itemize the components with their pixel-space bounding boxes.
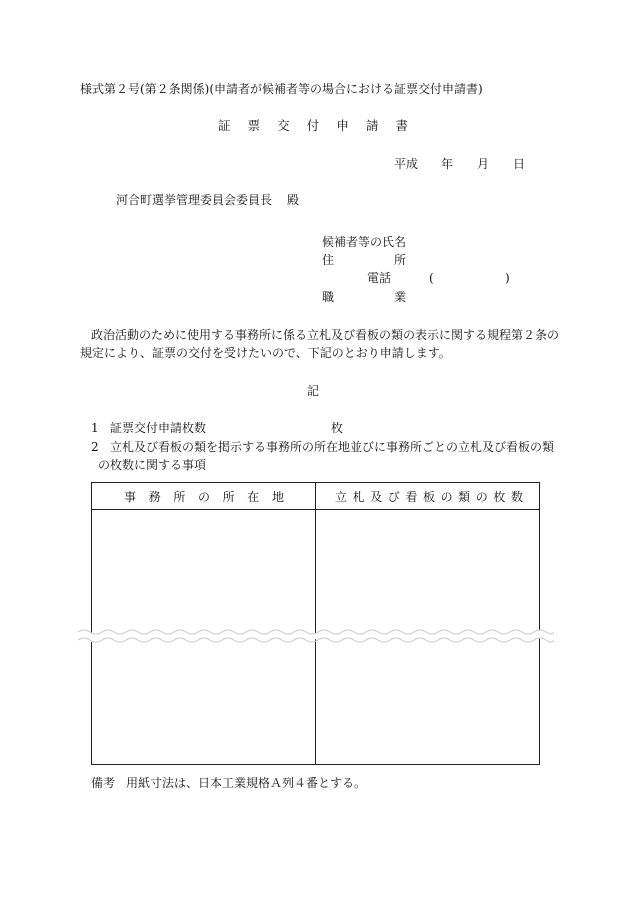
address-label-char: 住 (322, 253, 335, 267)
body-text-line2: 規定により、証票の交付を受けたいので、下記のとおり申請します。 (80, 346, 451, 360)
date-era: 平成 (394, 157, 419, 171)
sign-count-header-char: の (475, 490, 488, 504)
document-title-char: 証 (218, 118, 231, 133)
applicant-occupation-label (322, 289, 406, 305)
occupation-label-char: 業 (393, 290, 406, 304)
applicant-name-label: 候補者等の氏名 (322, 235, 407, 249)
table-header-sign-count (335, 488, 523, 505)
note-text: 用紙寸法は、日本工業規格Ａ列４番とする。 (126, 776, 367, 790)
office-location-header-char: 務 (148, 490, 161, 504)
sign-count-header-char: 枚 (493, 490, 506, 504)
sign-count-header-char: 数 (510, 490, 523, 504)
note-label: 備考 (91, 776, 116, 790)
table-break-wave (78, 624, 554, 648)
form-number-header: 様式第２号(第２条関係)(申請者が候補者等の場合における証票交付申請書) (80, 82, 483, 96)
date-year: 年 (441, 157, 454, 171)
occupation-label-char: 職 (322, 290, 335, 304)
item2-line2: の枚数に関する事項 (98, 458, 207, 472)
item2-line1: 立札及び看板の類を掲示する事務所の所在地並びに事務所ごとの立札及び看板の類 (110, 440, 555, 454)
document-title-char: 書 (395, 118, 408, 133)
phone-close-paren: ) (505, 271, 510, 285)
table-header-divider (92, 509, 539, 510)
item1-number: 1 (91, 421, 99, 435)
body-text-line1: 政治活動のために使用する事務所に係る立札及び看板の類の表示に関する規程第２条の (91, 328, 560, 342)
sign-count-header-char: 類 (458, 490, 471, 504)
item1-unit: 枚 (331, 421, 344, 435)
document-title-char: 交 (277, 118, 290, 133)
item1-label: 証票交付申請枚数 (110, 421, 207, 435)
table-header-office-location (124, 488, 284, 505)
office-location-header-char: 在 (247, 490, 260, 504)
document-title-char: 票 (247, 118, 261, 133)
document-title-char: 申 (336, 118, 349, 133)
sign-count-header-char: 看 (405, 490, 418, 504)
sign-count-header-char: 札 (352, 490, 365, 504)
document-title-char: 付 (306, 118, 320, 133)
sign-count-header-char: 及 (370, 490, 383, 504)
date-month: 月 (477, 157, 490, 171)
document-title-char: 請 (365, 118, 379, 133)
applicant-address-label (322, 252, 406, 268)
sign-count-header-char: び (387, 490, 400, 504)
addressee-honorific: 殿 (287, 193, 300, 207)
applicant-phone-label: 電話 (367, 271, 392, 285)
sign-count-header-char: 立 (335, 490, 348, 504)
office-location-header-char: の (197, 490, 210, 504)
address-label-char: 所 (393, 253, 406, 267)
office-location-header-char: 地 (271, 490, 284, 504)
sign-count-header-char: の (440, 490, 453, 504)
office-location-header-char: 所 (173, 490, 186, 504)
item2-number: 2 (91, 440, 99, 454)
office-location-header-char: 所 (222, 490, 235, 504)
phone-open-paren: ( (429, 271, 434, 285)
date-day: 日 (513, 157, 526, 171)
sign-count-header-char: 板 (422, 490, 435, 504)
office-location-header-char: 事 (124, 490, 137, 504)
addressee-name: 河合町選挙管理委員会委員長 (116, 193, 273, 207)
ki-marker: 記 (307, 384, 320, 398)
document-title (218, 118, 408, 134)
